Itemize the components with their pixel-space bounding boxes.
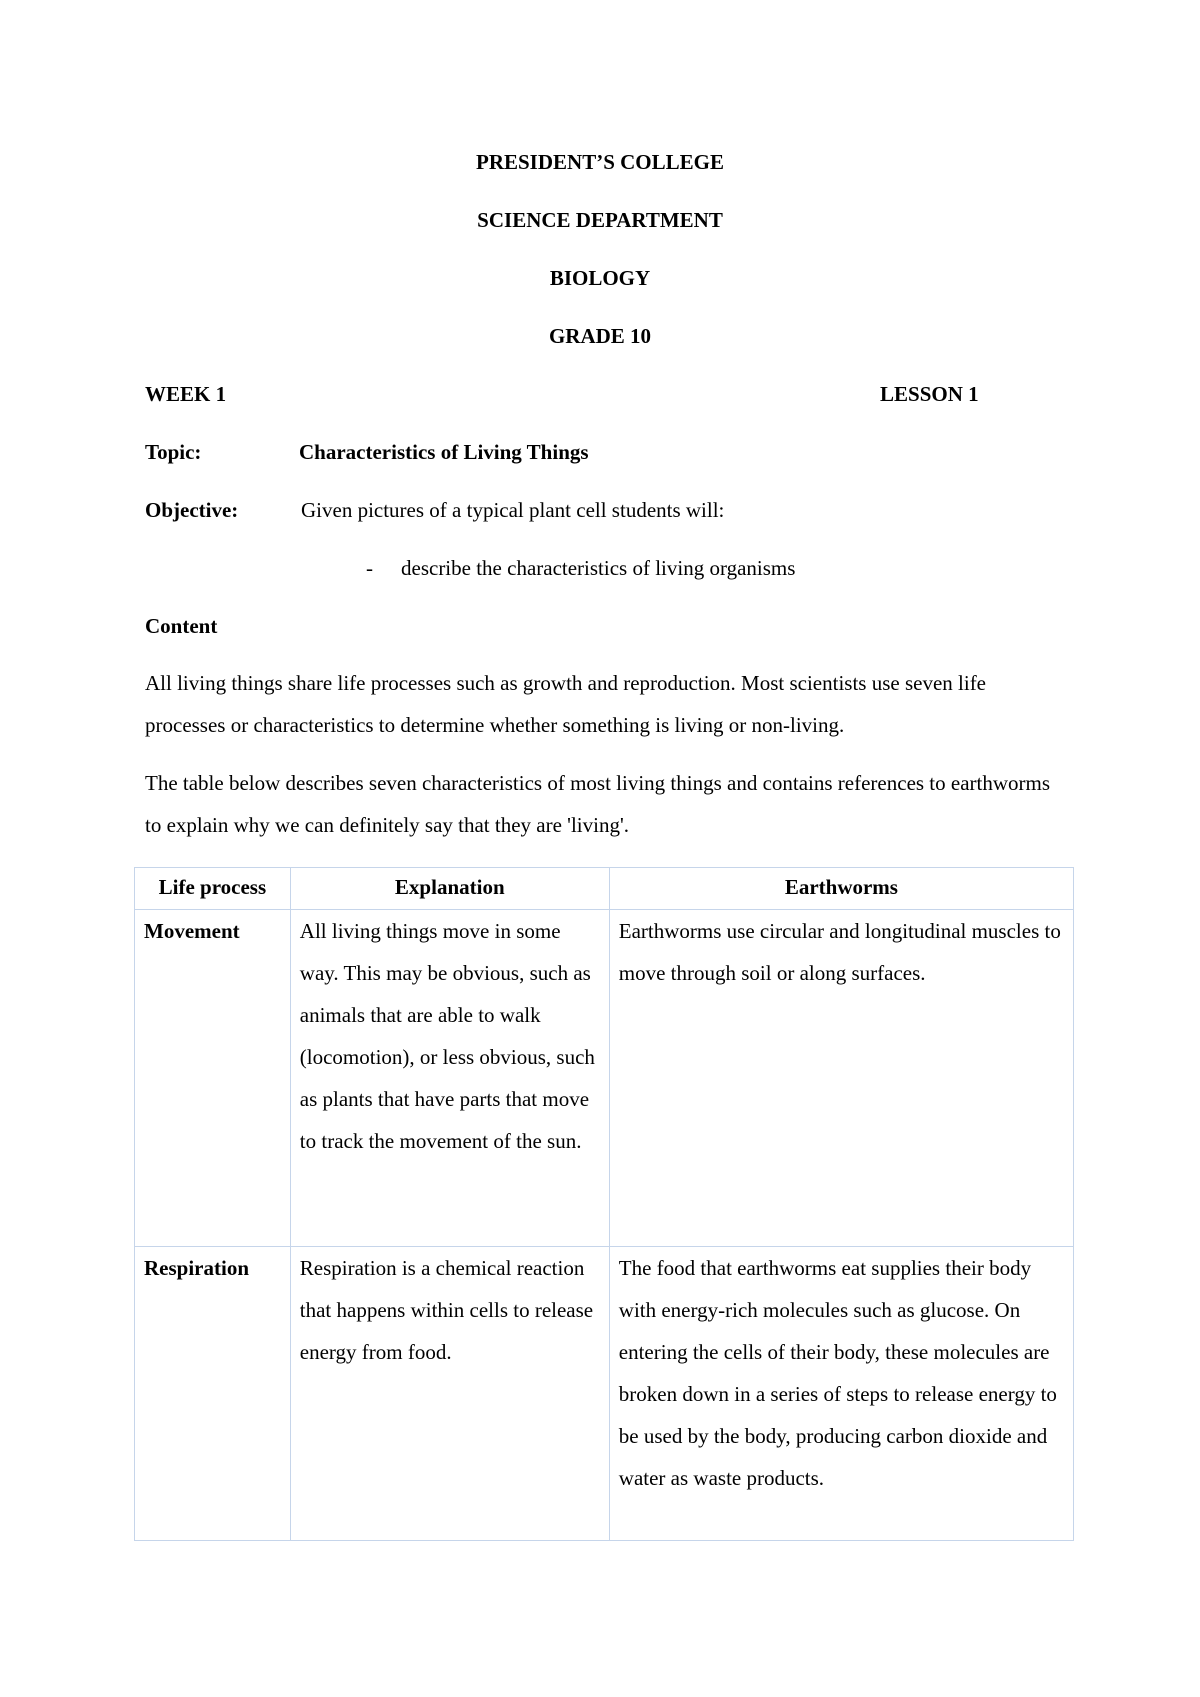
week-label: WEEK 1	[145, 382, 227, 406]
table-row	[135, 910, 1074, 1247]
objective-bullet-marker: -	[366, 556, 373, 580]
objective-label: Objective:	[145, 498, 239, 522]
table-header-row	[135, 868, 1074, 910]
explanation-cell: All living things move in some way. This may be obvious, such as animals that are able to walk (locomotion), or less obvious, such as plants that have parts that move to track the movement of the sun.	[290, 910, 609, 1247]
lesson-label: LESSON 1	[880, 382, 979, 406]
department-name: SCIENCE DEPARTMENT	[477, 208, 723, 232]
earthworms-cell: Earthworms use circular and longitudinal muscles to move through soil or along surfaces.	[609, 910, 1073, 1247]
topic-value: Characteristics of Living Things	[299, 440, 589, 464]
objective-bullet-text: describe the characteristics of living organisms	[401, 556, 796, 580]
subject-name: BIOLOGY	[549, 266, 651, 290]
column-header-life-process: Life process	[135, 868, 291, 910]
life-process-table	[134, 867, 1074, 1541]
column-header-explanation: Explanation	[290, 868, 609, 910]
content-paragraph-2: The table below describes seven characteristics of most living things and contains references to earthworms to explain why we can definitely say that they are 'living'.	[145, 771, 1051, 837]
table-row	[135, 1247, 1074, 1541]
grade-label: GRADE 10	[548, 324, 652, 348]
process-cell: Respiration	[135, 1247, 291, 1541]
process-cell: Movement	[135, 910, 291, 1247]
topic-label: Topic:	[145, 440, 202, 464]
content-heading: Content	[145, 614, 218, 638]
objective-value: Given pictures of a typical plant cell students will:	[301, 498, 725, 522]
column-header-earthworms: Earthworms	[609, 868, 1073, 910]
earthworms-cell: The food that earthworms eat supplies their body with energy-rich molecules such as glucose. On entering the cells of their body, these molecules are broken down in a series of steps to release energy to be used by the body, producing carbon dioxide and water as waste products.	[609, 1247, 1073, 1541]
explanation-cell: Respiration is a chemical reaction that happens within cells to release energy from food.	[290, 1247, 609, 1541]
school-name: PRESIDENT’S COLLEGE	[476, 150, 724, 174]
content-paragraph-1: All living things share life processes such as growth and reproduction. Most scientists use seven life processes or characteristics to determine whether something is living or non-living.	[145, 671, 987, 737]
